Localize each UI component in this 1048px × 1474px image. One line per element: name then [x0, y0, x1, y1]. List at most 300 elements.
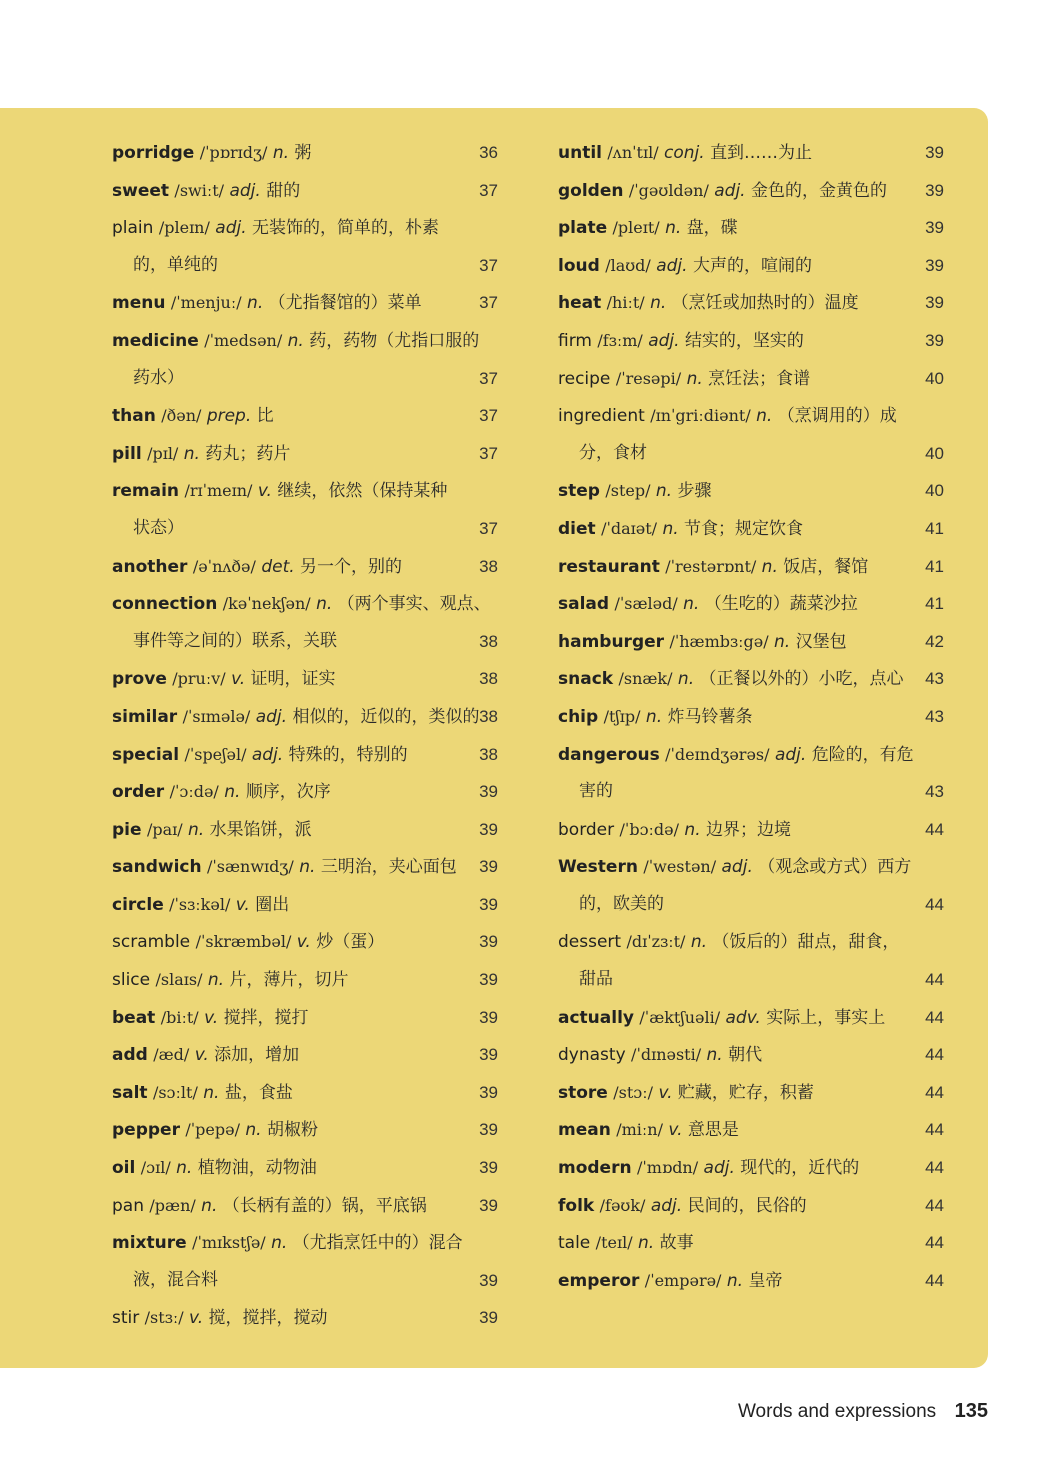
glossary-entry: [558, 472, 944, 510]
headword: sandwich: [112, 857, 202, 878]
glossary-entry: [558, 698, 944, 736]
headword: slice: [112, 970, 151, 991]
definition: 事件等之间的）联系，关联: [133, 630, 337, 651]
glossary-entry: [558, 848, 944, 886]
phonetic: /pleɪn/: [158, 218, 210, 238]
definition: 搅，搅拌，搅动: [208, 1308, 328, 1329]
glossary-entry: [112, 1074, 498, 1112]
definition: （烹调用的）成: [777, 406, 897, 427]
phonetic: /hiːt/: [606, 293, 645, 313]
phonetic: /ɔɪl/: [140, 1158, 171, 1178]
headword: oil: [112, 1158, 136, 1179]
phonetic: /ˈsænwɪdʒ/: [206, 857, 294, 877]
glossary-column-left: [112, 134, 498, 1337]
page-ref: 39: [479, 1120, 498, 1140]
definition: 药丸；药片: [205, 443, 291, 464]
definition: 圈出: [255, 894, 290, 915]
glossary-entry: [112, 1149, 498, 1187]
glossary-entry-continuation: [558, 773, 944, 811]
page-ref: 44: [925, 1270, 944, 1290]
part-of-speech: v.: [231, 669, 246, 690]
definition: 分，食材: [579, 442, 647, 463]
glossary-entry-continuation: [112, 623, 498, 661]
phonetic: /ɪnˈgriːdiənt/: [650, 406, 751, 426]
part-of-speech: n.: [677, 669, 695, 690]
glossary-column-right: [558, 134, 944, 1299]
part-of-speech: v.: [296, 932, 311, 953]
glossary-entry: [112, 1111, 498, 1149]
page-ref: 39: [479, 970, 498, 990]
part-of-speech: n.: [272, 143, 290, 163]
page-ref: 39: [925, 293, 944, 313]
part-of-speech: n.: [686, 368, 703, 389]
definition: 烹饪法；食谱: [708, 368, 811, 389]
part-of-speech: adj.: [255, 706, 288, 727]
headword: Western: [558, 857, 638, 878]
phonetic: /dɪˈzɜːt/: [626, 932, 686, 952]
glossary-entry: [558, 247, 944, 285]
part-of-speech: conj.: [664, 143, 705, 163]
headword: stir: [112, 1308, 140, 1329]
glossary-entry: [112, 1224, 498, 1262]
headword: dessert: [558, 932, 622, 953]
definition: （观念或方式）西方: [758, 857, 912, 878]
glossary-entry: [112, 773, 498, 811]
headword: pepper: [112, 1120, 180, 1141]
phonetic: /ˈpepə/: [185, 1120, 240, 1140]
part-of-speech: adj.: [774, 744, 807, 765]
headword: salt: [112, 1082, 148, 1103]
part-of-speech: v.: [189, 1308, 204, 1329]
page-ref: 39: [925, 143, 944, 162]
definition: 特殊的，特别的: [288, 744, 408, 765]
phonetic: /ˈdɪnəsti/: [631, 1045, 702, 1065]
headword: golden: [558, 180, 624, 201]
glossary-entry: [112, 397, 498, 435]
definition: 盘，碟: [686, 218, 738, 239]
phonetic: /miːn/: [616, 1120, 663, 1140]
definition: 添加，增加: [214, 1045, 300, 1066]
page-ref: 38: [479, 669, 498, 689]
glossary-entry: [558, 811, 944, 849]
part-of-speech: n.: [706, 1045, 723, 1066]
phonetic: /pruːv/: [172, 669, 226, 689]
definition: 汉堡包: [795, 631, 847, 652]
glossary-entry: [112, 1187, 498, 1225]
phonetic: /ˈbɔːdə/: [619, 819, 680, 839]
page-ref: 37: [479, 293, 498, 313]
phonetic: /ˈpɒrɪdʒ/: [199, 143, 268, 162]
glossary-entry: [112, 472, 498, 510]
definition: 盐，食盐: [224, 1082, 293, 1103]
page-ref: 44: [925, 1158, 944, 1178]
definition: 无装饰的，简单的，朴素: [252, 218, 440, 239]
page-ref: 41: [925, 556, 944, 576]
page-ref: 39: [479, 819, 498, 839]
part-of-speech: n.: [207, 970, 225, 991]
headword: step: [558, 481, 600, 502]
page-ref: 38: [479, 744, 498, 764]
part-of-speech: adv.: [725, 1007, 761, 1028]
definition: 甜品: [579, 969, 613, 990]
definition: 胡椒粉: [266, 1120, 318, 1141]
glossary-entry-continuation: [112, 360, 498, 398]
headword: add: [112, 1045, 148, 1066]
definition: 朝代: [728, 1045, 763, 1066]
headword: dynasty: [558, 1045, 626, 1066]
headword: tale: [558, 1233, 591, 1254]
part-of-speech: n.: [176, 1158, 193, 1179]
phonetic: /ˈempərə/: [644, 1270, 722, 1290]
page-ref: 39: [479, 894, 498, 914]
phonetic: /ˈmedsən/: [204, 330, 283, 350]
definition: 节食；规定饮食: [684, 518, 804, 539]
definition: 药水）: [133, 367, 184, 388]
glossary-entry: [112, 848, 498, 886]
phonetic: /ˈmenjuː/: [170, 293, 242, 313]
definition: 证明，证实: [250, 669, 336, 690]
headword: firm: [558, 330, 592, 351]
page-ref: 39: [479, 1007, 498, 1027]
definition: （饭后的）甜点，甜食，: [712, 932, 900, 953]
page-ref: 39: [925, 180, 944, 200]
page-ref: 39: [479, 932, 498, 952]
headword: medicine: [112, 330, 199, 351]
headword: pill: [112, 443, 142, 464]
headword: heat: [558, 293, 602, 314]
definition: 水果馅饼，派: [209, 819, 312, 840]
part-of-speech: prep.: [206, 406, 252, 427]
headword: plate: [558, 218, 608, 239]
headword: sweet: [112, 180, 170, 201]
headword: scramble: [112, 932, 191, 953]
definition: 三明治，夹心面包: [320, 857, 457, 878]
glossary-entry: [558, 999, 944, 1037]
definition: 状态）: [133, 517, 184, 538]
page-ref: 44: [925, 1082, 944, 1102]
headword: beat: [112, 1007, 156, 1028]
page-ref: 41: [925, 518, 944, 538]
definition: 边界；边境: [706, 819, 792, 840]
page-ref: 44: [925, 1045, 944, 1065]
page-ref: 37: [479, 518, 498, 538]
part-of-speech: adj.: [721, 857, 753, 878]
phonetic: /ˈdeɪndʒərəs/: [665, 744, 770, 764]
glossary-entry: [558, 1111, 944, 1149]
part-of-speech: adj.: [229, 180, 261, 201]
definition: 的，单纯的: [133, 254, 218, 275]
glossary-entry: [558, 322, 944, 360]
headword: salad: [558, 594, 610, 615]
definition: （尤指餐馆的）菜单: [268, 293, 422, 314]
footer-title: Words and expressions: [737, 1401, 937, 1422]
page-ref: 38: [479, 706, 498, 726]
definition: （正餐以外的）小吃，点心: [699, 669, 904, 690]
phonetic: /ˈskræmbəl/: [195, 932, 292, 952]
glossary-entry: [112, 698, 498, 736]
headword: similar: [112, 706, 178, 727]
part-of-speech: adj.: [251, 744, 284, 765]
glossary-entry: [558, 548, 944, 586]
part-of-speech: n.: [650, 293, 667, 314]
glossary-entry: [112, 736, 498, 774]
phonetic: /ˈspeʃəl/: [184, 744, 247, 764]
headword: dangerous: [558, 744, 660, 765]
headword: menu: [112, 293, 166, 314]
page-ref: 39: [925, 330, 944, 350]
part-of-speech: n.: [684, 819, 701, 840]
headword: chip: [558, 706, 599, 727]
definition: 饭店，餐馆: [783, 556, 869, 577]
part-of-speech: n.: [188, 819, 205, 840]
phonetic: /rɪˈmeɪn/: [184, 481, 253, 501]
page-ref: 39: [925, 255, 944, 275]
glossary-entry: [112, 1036, 498, 1074]
page-ref: 37: [479, 406, 498, 426]
page-ref: 39: [479, 1082, 498, 1102]
part-of-speech: n.: [287, 330, 304, 351]
part-of-speech: adj.: [215, 218, 247, 239]
phonetic: /stɜː/: [144, 1308, 184, 1328]
glossary-entry: [558, 1224, 944, 1262]
definition: 甜的: [266, 180, 301, 201]
definition: （两个事实、观点、: [337, 594, 491, 615]
definition: 大声的，喧闹的: [692, 255, 812, 276]
page-number: 135: [954, 1400, 988, 1422]
part-of-speech: v.: [194, 1045, 209, 1066]
headword: ingredient: [558, 406, 645, 427]
glossary-entry: [558, 172, 944, 210]
headword: than: [112, 406, 156, 427]
phonetic: /ˈmɒdn/: [636, 1158, 699, 1178]
phonetic: /ˈɔːdə/: [169, 782, 219, 802]
definition: 害的: [579, 781, 613, 802]
phonetic: /biːt/: [160, 1007, 199, 1027]
part-of-speech: n.: [183, 443, 200, 464]
phonetic: /pæn/: [149, 1195, 196, 1215]
headword: modern: [558, 1158, 632, 1179]
phonetic: /ˈsɪmələ/: [182, 706, 251, 726]
part-of-speech: det.: [261, 556, 295, 577]
headword: restaurant: [558, 556, 660, 577]
glossary-entry: [112, 961, 498, 999]
glossary-entry: [558, 923, 944, 961]
definition: 片，薄片，切片: [229, 970, 349, 991]
definition: 另一个，别的: [300, 556, 403, 577]
definition: 金色的，金黄色的: [751, 180, 887, 201]
definition: （烹饪或加热时的）温度: [671, 293, 859, 314]
headword: snack: [558, 669, 614, 690]
page-ref: 40: [925, 368, 944, 388]
glossary-entry: [112, 999, 498, 1037]
definition: 液，混合料: [133, 1269, 218, 1290]
phonetic: /ˈmɪkstʃə/: [192, 1233, 266, 1253]
glossary-entry: [558, 1262, 944, 1300]
glossary-entry: [112, 548, 498, 586]
glossary-entry: [558, 284, 944, 322]
phonetic: /laʊd/: [605, 255, 651, 275]
glossary-entry-continuation: [558, 435, 944, 473]
headword: prove: [112, 669, 167, 690]
phonetic: /swiːt/: [174, 180, 225, 200]
headword: order: [112, 782, 165, 803]
page-ref: 44: [925, 894, 944, 914]
phonetic: /teɪl/: [595, 1233, 633, 1253]
part-of-speech: n.: [271, 1233, 288, 1254]
page-ref: 44: [925, 819, 944, 839]
definition: 实际上，事实上: [766, 1007, 886, 1028]
headword: pie: [112, 819, 142, 840]
phonetic: /fɜːm/: [597, 330, 643, 350]
page-ref: 39: [479, 782, 498, 802]
definition: 结实的，坚实的: [684, 330, 804, 351]
headword: border: [558, 819, 615, 840]
page-ref: 36: [479, 143, 498, 162]
part-of-speech: n.: [203, 1082, 220, 1103]
phonetic: /kəˈnekʃən/: [222, 594, 311, 614]
glossary-entry: [112, 585, 498, 623]
page-ref: 40: [925, 443, 944, 463]
glossary-entry: [558, 736, 944, 774]
headword: mixture: [112, 1233, 187, 1254]
glossary-entry-continuation: [558, 961, 944, 999]
phonetic: /tʃɪp/: [603, 706, 641, 726]
glossary-entry: [112, 284, 498, 322]
glossary-entry-continuation: [112, 1262, 498, 1300]
page-ref: 39: [479, 1270, 498, 1290]
page-ref: 39: [479, 1195, 498, 1215]
glossary-entry: [112, 322, 498, 360]
part-of-speech: v.: [204, 1007, 219, 1028]
page-ref: 38: [479, 631, 498, 651]
phonetic: /ðən/: [161, 406, 202, 426]
phonetic: /paɪ/: [146, 819, 183, 839]
glossary-entry: [558, 1149, 944, 1187]
page-ref: 44: [925, 1195, 944, 1215]
page-ref: 43: [925, 669, 944, 689]
phonetic: /ʌnˈtɪl/: [607, 143, 659, 162]
page-ref: 37: [479, 368, 498, 388]
definition: 直到……为止: [710, 143, 813, 163]
page-ref: 39: [479, 1045, 498, 1065]
page-ref: 44: [925, 1233, 944, 1253]
page-ref: 41: [925, 594, 944, 614]
part-of-speech: n.: [247, 293, 264, 314]
part-of-speech: adj.: [703, 1158, 735, 1179]
glossary-entry: [558, 623, 944, 661]
headword: remain: [112, 481, 180, 502]
glossary-entry-continuation: [112, 510, 498, 548]
definition: 意思是: [687, 1120, 739, 1141]
part-of-speech: n.: [756, 406, 773, 427]
phonetic: /pleɪt/: [612, 218, 660, 238]
definition: 比: [256, 406, 274, 427]
phonetic: /ˈgəʊldən/: [628, 180, 709, 200]
glossary-entry: [558, 134, 944, 172]
phonetic: /ˈsɜːkəl/: [169, 894, 231, 914]
phonetic: /ˈresəpi/: [615, 368, 682, 388]
headword: actually: [558, 1007, 634, 1028]
definition: 皇帝: [748, 1270, 783, 1291]
page-ref: 39: [479, 1308, 498, 1328]
glossary-entry: [112, 435, 498, 473]
glossary-entry: [558, 510, 944, 548]
part-of-speech: n.: [201, 1195, 218, 1216]
glossary-entry: [558, 397, 944, 435]
glossary-entry: [558, 585, 944, 623]
part-of-speech: adj.: [650, 1195, 683, 1216]
page-ref: 44: [925, 970, 944, 990]
glossary-entry: [112, 1299, 498, 1337]
definition: （尤指烹饪中的）混合: [292, 1233, 463, 1254]
part-of-speech: n.: [683, 594, 700, 615]
page-ref: 38: [479, 556, 498, 576]
part-of-speech: n.: [638, 1233, 655, 1254]
part-of-speech: n.: [665, 218, 682, 239]
phonetic: /ˈdaɪət/: [601, 518, 658, 538]
phonetic: /ˈsæləd/: [614, 594, 678, 614]
glossary-entry: [558, 660, 944, 698]
headword: hamburger: [558, 631, 665, 652]
glossary-entry: [558, 1187, 944, 1225]
glossary-entry-continuation: [112, 247, 498, 285]
phonetic: /stɔː/: [613, 1082, 654, 1102]
headword: another: [112, 556, 188, 577]
definition: 继续，依然（保持某种: [277, 481, 448, 502]
headword: recipe: [558, 368, 611, 389]
glossary-entry: [558, 209, 944, 247]
page-ref: 42: [925, 631, 944, 651]
page-ref: 37: [479, 180, 498, 200]
page-ref: 39: [925, 218, 944, 238]
headword: mean: [558, 1120, 611, 1141]
part-of-speech: adj.: [656, 255, 688, 276]
headword: until: [558, 143, 602, 163]
page-ref: 37: [479, 443, 498, 463]
phonetic: /sɔːlt/: [152, 1082, 198, 1102]
definition: 故事: [659, 1233, 694, 1254]
headword: circle: [112, 894, 164, 915]
headword: diet: [558, 518, 596, 539]
glossary-entry: [112, 134, 498, 172]
definition: 民间的，民俗的: [687, 1195, 807, 1216]
glossary-entry: [112, 886, 498, 924]
part-of-speech: n.: [245, 1120, 262, 1141]
phonetic: /ˈwestən/: [643, 857, 717, 877]
page-ref: 39: [479, 1158, 498, 1178]
phonetic: /snæk/: [618, 669, 673, 689]
phonetic: /æd/: [153, 1045, 190, 1065]
definition: 贮藏，贮存，积蓄: [677, 1082, 814, 1103]
definition: 炸马铃薯条: [667, 706, 753, 727]
phonetic: /slaɪs/: [155, 970, 203, 990]
glossary-entry: [112, 209, 498, 247]
phonetic: /əˈnʌðə/: [192, 556, 256, 576]
part-of-speech: adj.: [648, 330, 680, 351]
page-ref: 40: [925, 481, 944, 501]
part-of-speech: n.: [299, 857, 316, 878]
headword: special: [112, 744, 180, 765]
page-ref: 43: [925, 782, 944, 802]
headword: loud: [558, 255, 600, 276]
phonetic: /step/: [605, 481, 651, 501]
page-ref: 43: [925, 706, 944, 726]
phonetic: /ˈhæmbɜːgə/: [669, 631, 769, 651]
definition: 药，药物（尤指口服的: [309, 330, 480, 351]
part-of-speech: n.: [774, 631, 791, 652]
glossary-entry: [112, 172, 498, 210]
definition: 植物油，动物油: [197, 1158, 317, 1179]
